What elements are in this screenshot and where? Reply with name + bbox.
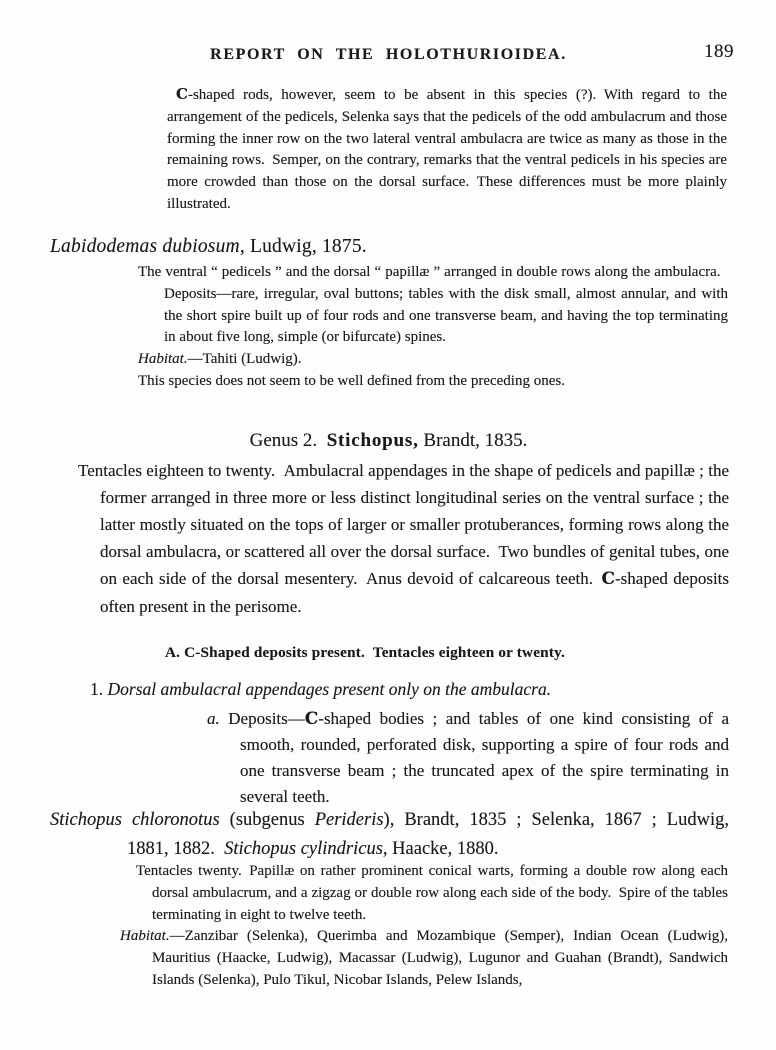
species1-description: The ventral “ pedicels ” and the dorsal “ papillæ ” arranged in double rows along the ambulacra. Deposits—rare, irregular, oval buttons; tables with the disk small, almost annular, and with the short spire built up of four rods and one transverse beam, and having the top terminating in about five long, simple (or bifurcate) spines. <box>138 264 728 346</box>
item-a-paragraph: a. Deposits—C-shaped bodies ; and tables of one kind consisting of a smooth, rounded, perforated disk, supporting a spire of four rods and one transverse beam ; the truncated apex of the spire terminating in several teeth. <box>207 709 729 806</box>
species1-note: This species does not seem to be well defined from the preceding ones. <box>138 372 565 389</box>
running-header-title: REPORT ON THE HOLOTHURIOIDEA. <box>210 46 567 63</box>
species1-block <box>138 262 728 393</box>
intro-paragraph: C-shaped rods, however, seem to be absent in this species (?). With regard to the arrangement of the pedicels, Selenka says that the pedicels of the odd ambulacrum and those forming the inner row on the two lateral ventral ambulacra are twice as many as those in the remaining rows. Semper, on the contrary, remarks that the ventral pedicels in his species are more crowded than those on the dorsal surface. These differences must be more plainly illustrated. <box>167 85 727 212</box>
species2-block <box>120 861 728 992</box>
species1-habitat: Habitat.—Tahiti (Ludwig). <box>138 351 302 368</box>
species2-habitat: Habitat.—Zanzibar (Selenka), Querimba and Mozambique (Semper), Indian Ocean (Ludwig), Mauritius (Haacke, Ludwig), Macassar (Ludwig), Lugunor and Guahan (Brandt), Sandwich Islands (Selenka), Pulo Tikul, Nicobar Islands, Pelew Islands, <box>120 928 728 988</box>
page-number: 189 <box>704 41 734 62</box>
subsection-1-heading: 1. Dorsal ambulacral appendages present only on the ambulacra. <box>90 679 552 699</box>
section-a-heading: A. C-Shaped deposits present. Tentacles eighteen or twenty. <box>164 644 566 661</box>
genus-description: Tentacles eighteen to twenty. Ambulacral appendages in the shape of pedicels and papillæ ; the former arranged in three more or less distinct longitudinal series on the ventral surface ; the latter mostly situated on the tops of larger or smaller protuberances, forming rows along the dorsal ambulacra, or scattered all over the dorsal surface. Two bundles of genital tubes, one on each side of the dorsal mesentery. Anus devoid of calcareous teeth. C-shaped deposits often present in the perisome. <box>78 461 730 616</box>
species-heading-stichopus-line1: Stichopus chloronotus (subgenus Perideris), Brandt, 1835 ; Selenka, 1867 ; Ludwig, <box>50 810 729 830</box>
genus-heading: Genus 2. Stichopus, Brandt, 1835. <box>249 430 528 451</box>
species-heading-labidodemas: Labidodemas dubiosum, Ludwig, 1875. <box>50 236 367 257</box>
species2-description: Tentacles twenty. Papillæ on rather prominent conical warts, forming a double row along each dorsal ambulacrum, and a zigzag or double row along each side of the body. Spire of the tables terminating in eight to twelve teeth. <box>136 863 728 923</box>
species-heading-stichopus-line2: 1881, 1882. Stichopus cylindricus, Haacke, 1880. <box>127 839 499 859</box>
